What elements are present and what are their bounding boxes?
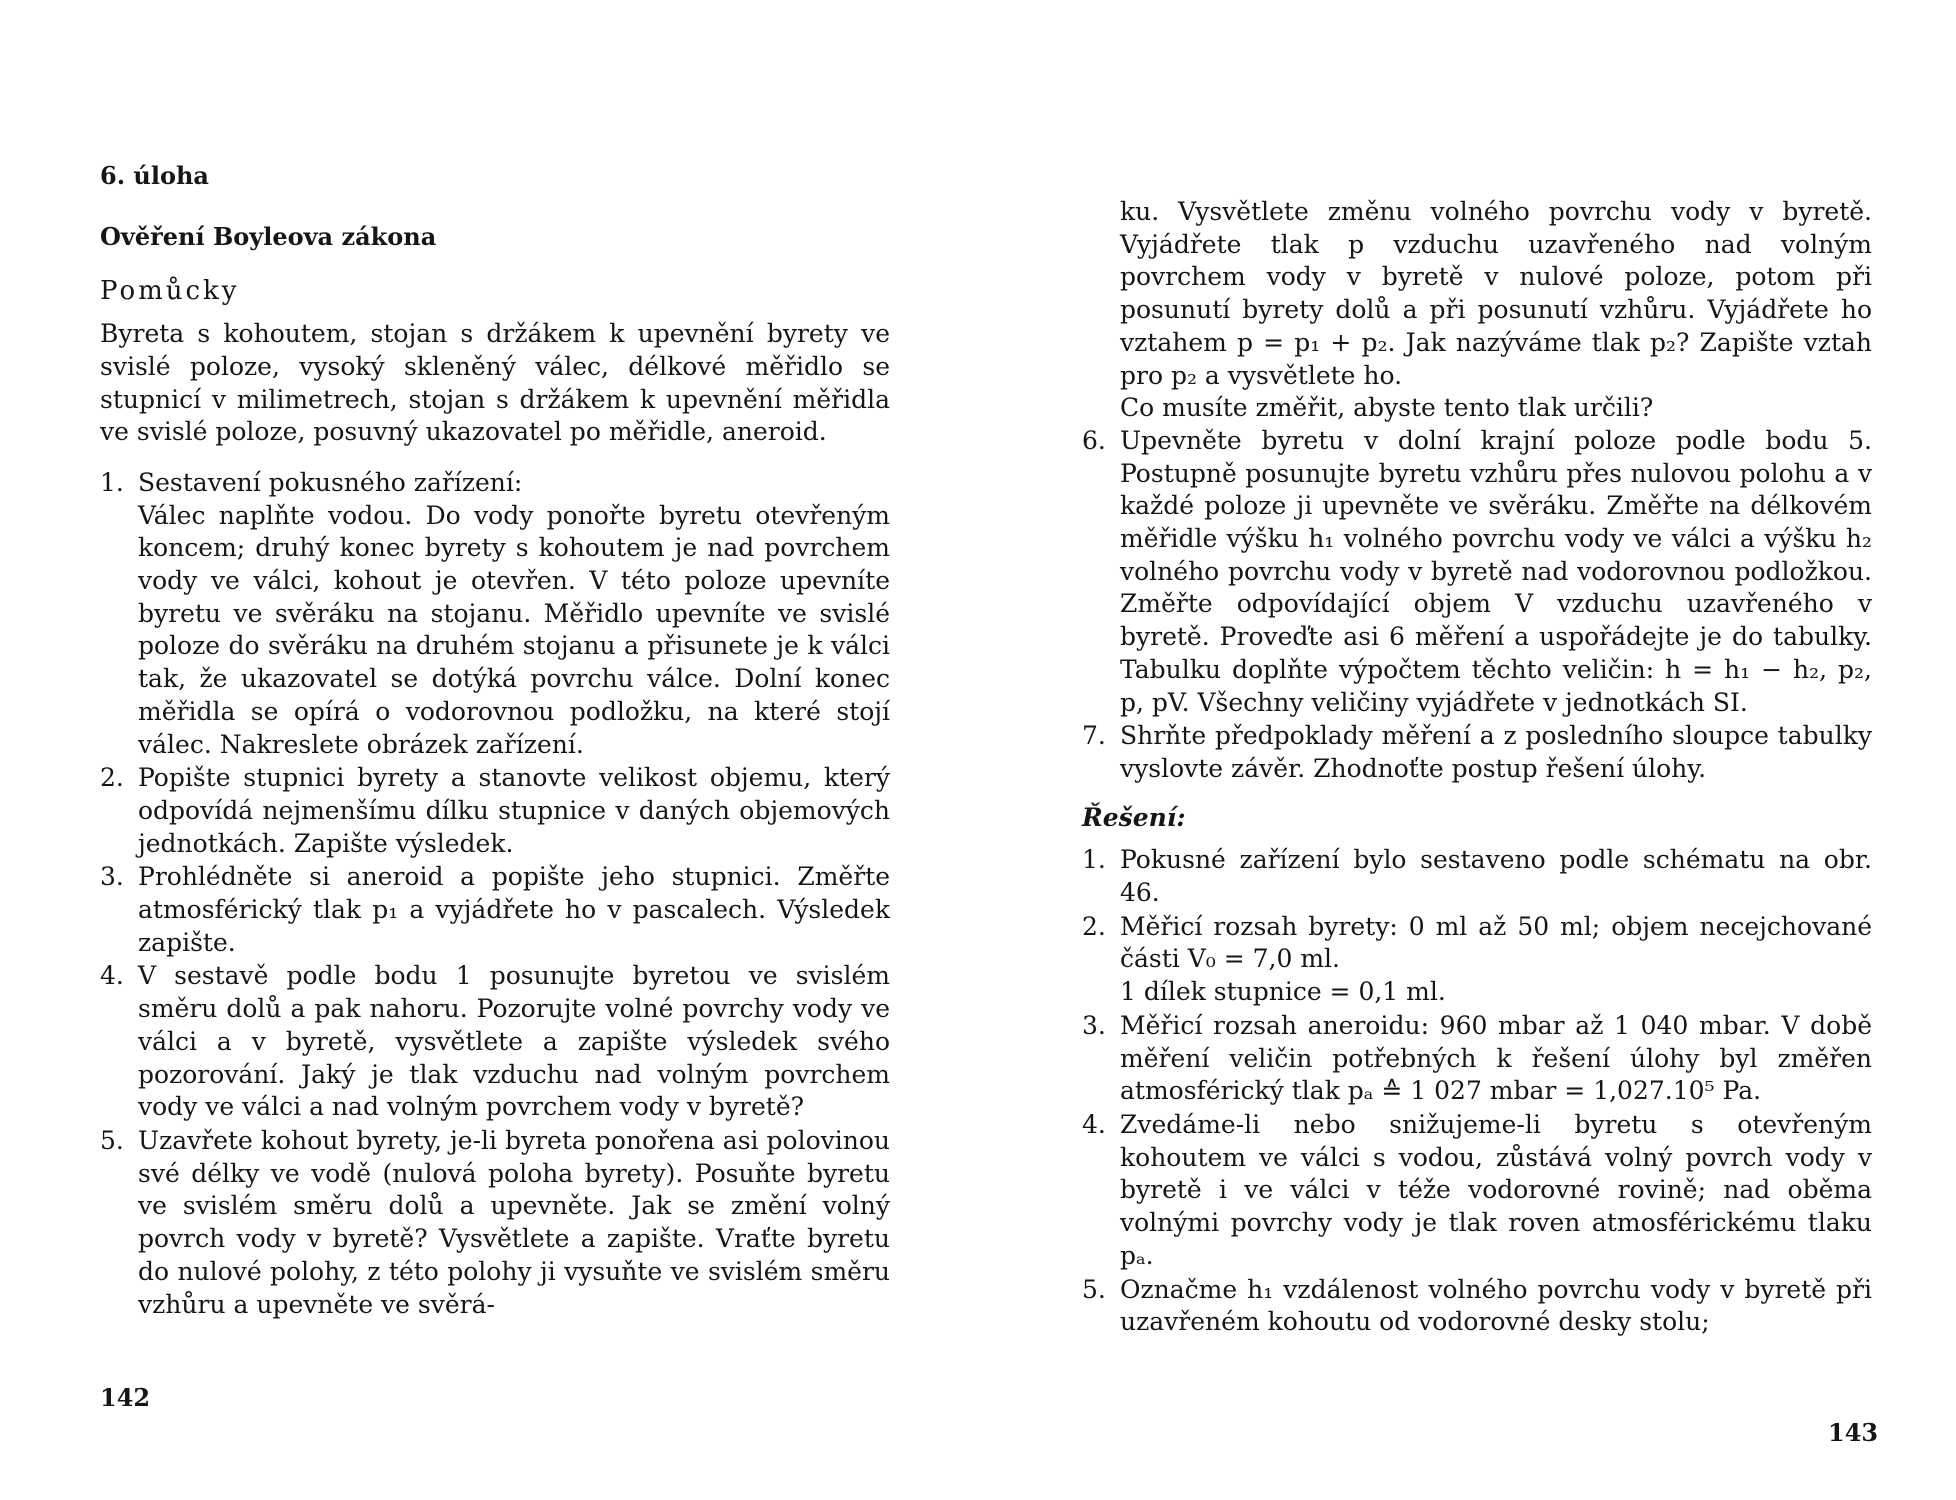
step-number: 5. bbox=[1082, 1274, 1106, 1304]
step-text: Zvedáme-li nebo snižujeme-li byretu s otevřeným kohoutem ve válci s vodou, zůstává volný povrch vody v byretě i ve válci v téže vodorovné rovině; nad oběma volnými povrchy vody je tlak roven atmosférickému tlaku pₐ. bbox=[1120, 1109, 1872, 1270]
list-item bbox=[100, 1125, 890, 1321]
list-item bbox=[1082, 911, 1872, 1009]
step-number: 3. bbox=[1082, 1010, 1106, 1040]
solution-steps-list bbox=[1082, 844, 1872, 1339]
list-item bbox=[100, 861, 890, 959]
list-item bbox=[1082, 1274, 1872, 1339]
step-text: Měřicí rozsah byrety: 0 ml až 50 ml; objem necejchované části V₀ = 7,0 ml. bbox=[1120, 911, 1872, 974]
list-item bbox=[1082, 1010, 1872, 1108]
step-number: 6. bbox=[1082, 425, 1106, 455]
step-text: V sestavě podle bodu 1 posunujte byretou ve svislém směru dolů a pak nahoru. Pozorujte volné povrchy vody ve válci a v byretě, vysvětlete a zapište výsledek svého pozorování. Jaký je tlak vzduchu nad volným povrchem vody ve válci a nad volným povrchem vody v byretě? bbox=[138, 961, 890, 1122]
continuation-question: Co musíte změřit, abyste tento tlak určili? bbox=[1120, 393, 1654, 423]
list-item bbox=[1082, 1109, 1872, 1273]
step-number: 5. bbox=[100, 1125, 124, 1155]
step-number: 4. bbox=[1082, 1109, 1106, 1139]
step-number: 2. bbox=[1082, 911, 1106, 941]
step-text: Popište stupnici byrety a stanovte velikost objemu, který odpovídá nejmenšímu dílku stupnice v daných objemových jednotkách. Zapište výsledek. bbox=[138, 763, 890, 858]
list-item bbox=[100, 762, 890, 860]
step-number: 4. bbox=[100, 961, 124, 991]
step-number: 3. bbox=[100, 862, 124, 892]
task-label: 6. úloha bbox=[100, 161, 209, 190]
step-text: Shrňte předpoklady měření a z posledního sloupce tabulky vyslovte závěr. Zhodnoťte postup řešení úlohy. bbox=[1120, 721, 1872, 783]
aids-heading: Pomůcky bbox=[100, 276, 240, 307]
step-text: Válec naplňte vodou. Do vody ponořte byretu otevřeným koncem; druhý konec byrety s kohoutem je nad povrchem vody ve válci, kohout je otevřen. V této poloze upevníte byretu ve svěráku na stojanu. Měřidlo upevníte ve svislé poloze do svěráku na druhém stojanu a přisunete je k válci tak, že ukazovatel se dotýká povrchu válce. Dolní konec měřidla se opírá o vodorovnou podložku, na které stojí válec. Nakreslete obrázek zařízení. bbox=[138, 500, 890, 759]
list-item bbox=[1082, 720, 1872, 785]
page-number-right: 143 bbox=[1828, 1418, 1879, 1447]
step-number: 1. bbox=[100, 467, 124, 497]
page-number-left: 142 bbox=[100, 1383, 151, 1412]
left-page bbox=[100, 160, 890, 1430]
task-steps-list-continued bbox=[1082, 425, 1872, 786]
step-number: 2. bbox=[100, 763, 124, 793]
step-number: 7. bbox=[1082, 721, 1106, 751]
list-item bbox=[100, 960, 890, 1124]
step-number: 1. bbox=[1082, 845, 1106, 875]
task-steps-list bbox=[100, 467, 890, 1321]
step-text: Prohlédněte si aneroid a popište jeho stupnici. Změřte atmosférický tlak p₁ a vyjádřete ho v pascalech. Výsledek zapište. bbox=[138, 862, 890, 957]
step-text: Upevněte byretu v dolní krajní poloze podle bodu 5. Postupně posunujte byretu vzhůru přes nulovou polohu a v každé poloze ji upevněte ve svěráku. Změřte na délkovém měřidle výšku h₁ volného povrchu vody ve válci a výšku h₂ volného povrchu vody v byretě nad vodorovnou podložkou. Změřte odpovídající objem V vzduchu uzavřeného v byretě. Proveďte asi 6 měření a uspořádejte je do tabulky. Tabulku doplňte výpočtem těchto veličin: h = h₁ − h₂, p₂, p, pV. Všechny veličiny vyjádřete v jednotkách SI. bbox=[1120, 425, 1872, 717]
list-item bbox=[1082, 844, 1872, 909]
list-item bbox=[100, 467, 890, 761]
solution-heading: Řešení: bbox=[1082, 802, 1186, 832]
step-text: Měřicí rozsah aneroidu: 960 mbar až 1 040 mbar. V době měření veličin potřebných k řešení úlohy byl změřen atmosférický tlak pₐ ≙ 1 027 mbar = 1,027.10⁵ Pa. bbox=[1120, 1010, 1872, 1106]
step-text: Uzavřete kohout byrety, je-li byreta ponořena asi polovinou své délky ve vodě (nulová poloha byrety). Posuňte byretu ve svislém směru dolů a upevněte. Jak se změní volný povrch vody v byretě? Vysvětlete a zapište. Vraťte byretu do nulové polohy, z této polohy ji vysuňte ve svislém směru vzhůru a upevněte ve svěrá- bbox=[138, 1125, 890, 1319]
list-item bbox=[1082, 425, 1872, 719]
aids-text: Byreta s kohoutem, stojan s držákem k upevnění byrety ve svislé poloze, vysoký skleněný válec, délkové měřidlo se stupnicí v milimetrech, stojan s držákem k upevnění měřidla ve svislé poloze, posuvný ukazovatel po měřidle, aneroid. bbox=[100, 319, 890, 447]
right-page bbox=[1082, 196, 1872, 1451]
page-title: Ověření Boyleova zákona bbox=[100, 221, 437, 251]
step-text: 1 dílek stupnice = 0,1 ml. bbox=[1120, 977, 1446, 1007]
continuation-text: ku. Vysvětlete změnu volného povrchu vody v byretě. Vyjádřete tlak p vzduchu uzavřeného nad volným povrchem vody v byretě v nulové poloze, potom při posunutí byrety dolů a při posunutí vzhůru. Vyjádřete ho vztahem p = p₁ + p₂. Jak nazýváme tlak p₂? Zapište vztah pro p₂ a vysvětlete ho. bbox=[1120, 197, 1872, 390]
step-text: Označme h₁ vzdálenost volného povrchu vody v byretě při uzavřeném kohoutu od vodorovné desky stolu; bbox=[1120, 1274, 1872, 1337]
step-text: Pokusné zařízení bylo sestaveno podle schématu na obr. 46. bbox=[1120, 845, 1872, 908]
step-text: Sestavení pokusného zařízení: bbox=[138, 467, 523, 497]
